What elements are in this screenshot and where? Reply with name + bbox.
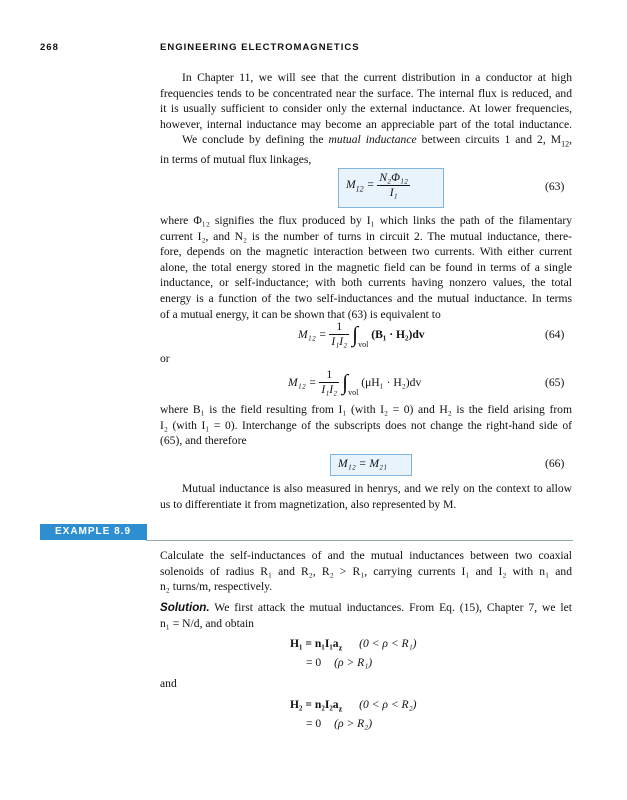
h2-condition-1: (0 < ρ < R₂) (359, 698, 417, 711)
example-solution (160, 600, 572, 631)
text-line: n₂ turns/m, respectively. (160, 580, 273, 594)
eq64-fraction (329, 320, 349, 349)
eq65-numerator: 1 (319, 368, 339, 383)
h2-zero: = 0 (306, 717, 322, 730)
h2-equation-line1 (290, 698, 417, 713)
page-number: 268 (40, 42, 59, 53)
equation-number-63: (63) (545, 180, 565, 193)
text-run: We first attack the mutual inductances. From Eq. (15), Chapter 7, we let (209, 601, 572, 614)
h1-equation-line2 (306, 656, 372, 669)
text-line (160, 132, 572, 152)
text-line: of a mutual energy, it can be shown that (63) is equivalent to (160, 307, 441, 321)
text-line: fore, depends on the magnetic interaction between two currents. With either current (160, 245, 572, 259)
example-divider (146, 524, 147, 541)
text-line: it is usually sufficient to consider only the external inductance. At lower frequencies, (160, 102, 572, 116)
text-line: us to differentiate it from magnetization, also represented by M. (160, 497, 457, 511)
text-line: energy is a function of the two self-inductances and the mutual inductance. In terms (160, 291, 572, 305)
equation-63 (346, 171, 410, 200)
eq65-fraction (319, 368, 339, 397)
eq64-integrand: (B₁ · H₂)dv (371, 328, 425, 341)
h1-condition-1: (0 < ρ < R₁) (359, 637, 417, 650)
eq65-lhs: M₁₂ = (288, 376, 317, 389)
text-run: between circuits 1 and 2, M (416, 133, 562, 146)
integral-limit: vol (348, 388, 359, 398)
text-line: Calculate the self-inductances of and the mutual inductances between two coaxial (160, 549, 572, 562)
text-line: I₂ (with I₁ = 0). Interchange of the subscripts does not change the right-hand side of (160, 418, 572, 432)
text-line: n₁ = N/d, and obtain (160, 616, 254, 630)
h2-expression: $H_2 = n_2I_2a_z$ (290, 698, 343, 714)
h2-condition-2: (ρ > R₂) (334, 717, 373, 730)
text-line: however, internal inductance may become an appreciable part of the total inductance. (160, 117, 572, 131)
eq64-denominator: I₁I₂ (331, 335, 348, 348)
eq63-fraction (377, 171, 410, 200)
paragraph-3 (160, 213, 572, 322)
text-run: , (569, 133, 572, 146)
text-run: We conclude by defining the (182, 133, 329, 146)
equation-64 (298, 320, 425, 349)
text-line: (65), and therefore (160, 434, 247, 448)
eq64-lhs: M₁₂ = (298, 328, 327, 341)
text-line: alone, the total energy stored in the magnetic field can be found in terms of a single (160, 260, 572, 274)
text-line: inductance, or self-inductance; with both currents having nonzero values, the total (160, 276, 572, 290)
h1-condition-2: (ρ > R₁) (334, 656, 373, 669)
eq65-denominator: I₁I₂ (321, 383, 338, 396)
text-line: In Chapter 11, we will see that the current distribution in a conductor at high (182, 71, 572, 84)
equation-number-64: (64) (545, 328, 565, 341)
eq65-integrand: (μH₁ · H₂)dv (361, 376, 422, 389)
integral-sign: ∫ (352, 321, 359, 347)
paragraph-1 (160, 70, 572, 132)
text-line: where Φ₁₂ signifies the flux produced by I₁ which links the path of the filamentary (160, 214, 572, 227)
h1-zero: = 0 (306, 656, 322, 669)
h1-expression: $H_1 = n_1I_1a_z$ (290, 637, 343, 653)
example-rule (146, 540, 573, 541)
paragraph-5 (160, 481, 572, 512)
solution-label: Solution. (160, 601, 210, 614)
eq63-denominator: I₁ (389, 186, 398, 199)
integral-sign: ∫ (342, 369, 349, 395)
equation-66: M₁₂ = M₂₁ (338, 457, 388, 470)
example-label: EXAMPLE 8.9 (40, 524, 146, 540)
text-line: Mutual inductance is also measured in henrys, and we rely on the context to allow (182, 482, 572, 495)
h1-equation-line1 (290, 637, 417, 652)
eq63-lhs: $M_{12}$ = (346, 177, 375, 194)
example-problem (160, 548, 572, 595)
text-line: where B₁ is the field resulting from I₁ (with I₂ = 0) and H₂ is the field arising from (160, 403, 572, 416)
eq64-numerator: 1 (329, 320, 349, 335)
paragraph-2 (160, 132, 572, 168)
or-word: or (160, 352, 170, 365)
and-word: and (160, 677, 177, 690)
running-title: ENGINEERING ELECTROMAGNETICS (160, 42, 360, 53)
eq63-numerator: N₂Φ₁₂ (379, 171, 408, 184)
mutual-inductance-term: mutual inductance (328, 133, 417, 146)
equation-65 (288, 368, 421, 397)
text-line (160, 600, 572, 616)
text-line: in terms of mutual flux linkages, (160, 152, 312, 166)
integral-limit: vol (358, 340, 369, 350)
text-line: current I₂, and N₂ is the number of turns in circuit 2. The mutual inductance, there- (160, 229, 572, 243)
subscript: 12 (561, 139, 570, 149)
text-line: solenoids of radius R₁ and R₂, R₂ > R₁, carrying currents I₁ and I₂ with n₁ and (160, 564, 572, 578)
equation-number-65: (65) (545, 376, 565, 389)
paragraph-4 (160, 402, 572, 449)
equation-number-66: (66) (545, 457, 565, 470)
h2-equation-line2 (306, 717, 372, 730)
text-line: frequencies tends to be concentrated near the surface. The internal flux is reduced, and (160, 86, 572, 100)
